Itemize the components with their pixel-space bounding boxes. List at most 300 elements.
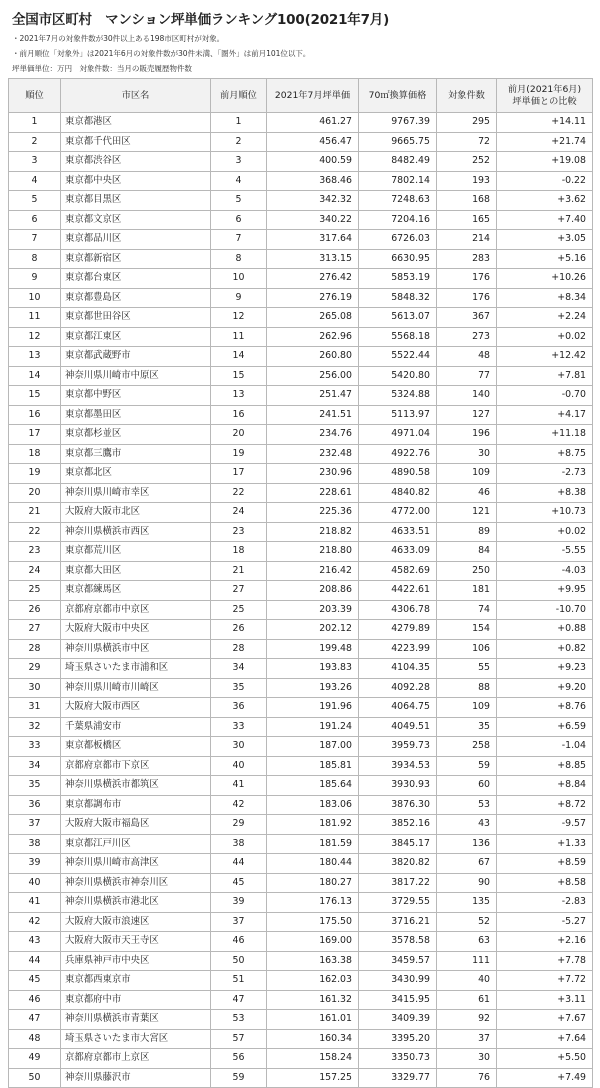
price-cell: 193.83 [267, 659, 359, 679]
converted-price-cell: 5613.07 [359, 308, 437, 328]
count-cell: 35 [437, 717, 497, 737]
diff-cell: +7.81 [497, 366, 593, 386]
prev-rank-cell: 17 [211, 464, 267, 484]
diff-cell: +11.18 [497, 425, 593, 445]
price-cell: 228.61 [267, 483, 359, 503]
diff-cell: +9.95 [497, 581, 593, 601]
price-cell: 187.00 [267, 737, 359, 757]
converted-price-cell: 4306.78 [359, 600, 437, 620]
prev-rank-cell: 28 [211, 639, 267, 659]
prev-rank-cell: 16 [211, 405, 267, 425]
price-cell: 241.51 [267, 405, 359, 425]
count-cell: 111 [437, 951, 497, 971]
converted-price-cell: 4971.04 [359, 425, 437, 445]
price-cell: 234.76 [267, 425, 359, 445]
count-cell: 30 [437, 444, 497, 464]
prev-rank-cell: 34 [211, 659, 267, 679]
converted-price-cell: 4772.00 [359, 503, 437, 523]
header-count: 対象件数 [437, 79, 497, 113]
price-cell: 317.64 [267, 230, 359, 250]
name-cell: 京都府京都市中京区 [61, 600, 211, 620]
converted-price-cell: 3409.39 [359, 1010, 437, 1030]
converted-price-cell: 3817.22 [359, 873, 437, 893]
converted-price-cell: 5113.97 [359, 405, 437, 425]
name-cell: 神奈川県川崎市川崎区 [61, 678, 211, 698]
name-cell: 東京都目黒区 [61, 191, 211, 211]
price-cell: 202.12 [267, 620, 359, 640]
name-cell: 神奈川県横浜市都筑区 [61, 776, 211, 796]
name-cell: 埼玉県さいたま市大宮区 [61, 1029, 211, 1049]
price-cell: 368.46 [267, 171, 359, 191]
diff-cell: +0.82 [497, 639, 593, 659]
count-cell: 121 [437, 503, 497, 523]
price-cell: 232.48 [267, 444, 359, 464]
count-cell: 127 [437, 405, 497, 425]
count-cell: 250 [437, 561, 497, 581]
diff-cell: -2.73 [497, 464, 593, 484]
diff-cell: +8.75 [497, 444, 593, 464]
count-cell: 252 [437, 152, 497, 172]
diff-cell: +5.16 [497, 249, 593, 269]
price-cell: 203.39 [267, 600, 359, 620]
prev-rank-cell: 4 [211, 171, 267, 191]
price-cell: 181.59 [267, 834, 359, 854]
table-row [9, 561, 593, 581]
diff-cell: +8.58 [497, 873, 593, 893]
rank-cell: 1 [9, 113, 61, 133]
prev-rank-cell: 37 [211, 912, 267, 932]
table-row [9, 932, 593, 952]
table-row [9, 990, 593, 1010]
name-cell: 千葉県浦安市 [61, 717, 211, 737]
prev-rank-cell: 26 [211, 620, 267, 640]
converted-price-cell: 3578.58 [359, 932, 437, 952]
converted-price-cell: 4840.82 [359, 483, 437, 503]
converted-price-cell: 3959.73 [359, 737, 437, 757]
count-cell: 196 [437, 425, 497, 445]
rank-cell: 9 [9, 269, 61, 289]
price-cell: 218.80 [267, 542, 359, 562]
name-cell: 大阪府大阪市北区 [61, 503, 211, 523]
rank-cell: 18 [9, 444, 61, 464]
diff-cell: -10.70 [497, 600, 593, 620]
diff-cell: +4.17 [497, 405, 593, 425]
name-cell: 東京都品川区 [61, 230, 211, 250]
rank-cell: 33 [9, 737, 61, 757]
name-cell: 東京都墨田区 [61, 405, 211, 425]
table-row [9, 269, 593, 289]
name-cell: 東京都中野区 [61, 386, 211, 406]
diff-cell: +19.08 [497, 152, 593, 172]
diff-cell: +6.59 [497, 717, 593, 737]
rank-cell: 15 [9, 386, 61, 406]
converted-price-cell: 3845.17 [359, 834, 437, 854]
name-cell: 東京都江戸川区 [61, 834, 211, 854]
rank-cell: 4 [9, 171, 61, 191]
name-cell: 東京都新宿区 [61, 249, 211, 269]
prev-rank-cell: 41 [211, 776, 267, 796]
table-row [9, 230, 593, 250]
table-row [9, 834, 593, 854]
converted-price-cell: 5848.32 [359, 288, 437, 308]
prev-rank-cell: 39 [211, 893, 267, 913]
rank-cell: 40 [9, 873, 61, 893]
table-row [9, 152, 593, 172]
converted-price-cell: 3820.82 [359, 854, 437, 874]
count-cell: 295 [437, 113, 497, 133]
table-row [9, 639, 593, 659]
converted-price-cell: 7248.63 [359, 191, 437, 211]
table-row [9, 327, 593, 347]
table-row [9, 405, 593, 425]
header-converted: 70㎡換算価格 [359, 79, 437, 113]
name-cell: 大阪府大阪市西区 [61, 698, 211, 718]
diff-cell: +0.88 [497, 620, 593, 640]
converted-price-cell: 6726.03 [359, 230, 437, 250]
prev-rank-cell: 13 [211, 386, 267, 406]
count-cell: 40 [437, 971, 497, 991]
price-cell: 193.26 [267, 678, 359, 698]
price-cell: 181.92 [267, 815, 359, 835]
count-cell: 92 [437, 1010, 497, 1030]
name-cell: 神奈川県横浜市青葉区 [61, 1010, 211, 1030]
prev-rank-cell: 20 [211, 425, 267, 445]
prev-rank-cell: 27 [211, 581, 267, 601]
header-diff-line2: 坪単価との比較 [512, 95, 577, 107]
count-cell: 273 [437, 327, 497, 347]
rank-cell: 13 [9, 347, 61, 367]
table-row [9, 912, 593, 932]
name-cell: 東京都府中市 [61, 990, 211, 1010]
name-cell: 東京都渋谷区 [61, 152, 211, 172]
converted-price-cell: 4582.69 [359, 561, 437, 581]
price-cell: 199.48 [267, 639, 359, 659]
table-row [9, 542, 593, 562]
diff-cell: +7.67 [497, 1010, 593, 1030]
prev-rank-cell: 42 [211, 795, 267, 815]
diff-cell: +3.05 [497, 230, 593, 250]
table-row [9, 425, 593, 445]
diff-cell: +2.16 [497, 932, 593, 952]
table-header-row [9, 79, 593, 113]
converted-price-cell: 3716.21 [359, 912, 437, 932]
rank-cell: 27 [9, 620, 61, 640]
name-cell: 東京都豊島区 [61, 288, 211, 308]
prev-rank-cell: 6 [211, 210, 267, 230]
note-line-2: ・前月順位「対象外」は2021年6月の対象件数が30件未満、「圏外」は前月101位以下。 [12, 49, 311, 58]
count-cell: 77 [437, 366, 497, 386]
table-row [9, 386, 593, 406]
converted-price-cell: 5522.44 [359, 347, 437, 367]
price-cell: 175.50 [267, 912, 359, 932]
table-row [9, 659, 593, 679]
diff-cell: +14.11 [497, 113, 593, 133]
name-cell: 神奈川県横浜市中区 [61, 639, 211, 659]
price-cell: 163.38 [267, 951, 359, 971]
count-cell: 168 [437, 191, 497, 211]
converted-price-cell: 5324.88 [359, 386, 437, 406]
converted-price-cell: 3876.30 [359, 795, 437, 815]
table-row [9, 132, 593, 152]
price-cell: 276.19 [267, 288, 359, 308]
prev-rank-cell: 56 [211, 1049, 267, 1069]
table-row [9, 1010, 593, 1030]
table-row [9, 113, 593, 133]
diff-cell: +12.42 [497, 347, 593, 367]
count-cell: 37 [437, 1029, 497, 1049]
diff-cell: +8.59 [497, 854, 593, 874]
diff-cell: -4.03 [497, 561, 593, 581]
prev-rank-cell: 22 [211, 483, 267, 503]
prev-rank-cell: 10 [211, 269, 267, 289]
name-cell: 東京都文京区 [61, 210, 211, 230]
count-cell: 154 [437, 620, 497, 640]
table-row [9, 1029, 593, 1049]
diff-cell: +8.76 [497, 698, 593, 718]
name-cell: 東京都調布市 [61, 795, 211, 815]
diff-cell: +7.78 [497, 951, 593, 971]
name-cell: 神奈川県川崎市高津区 [61, 854, 211, 874]
price-cell: 162.03 [267, 971, 359, 991]
converted-price-cell: 6630.95 [359, 249, 437, 269]
rank-cell: 50 [9, 1068, 61, 1088]
price-cell: 191.24 [267, 717, 359, 737]
name-cell: 東京都大田区 [61, 561, 211, 581]
rank-cell: 26 [9, 600, 61, 620]
rank-cell: 24 [9, 561, 61, 581]
name-cell: 東京都西東京市 [61, 971, 211, 991]
table-row [9, 464, 593, 484]
rank-cell: 34 [9, 756, 61, 776]
diff-cell: +10.73 [497, 503, 593, 523]
rank-cell: 37 [9, 815, 61, 835]
prev-rank-cell: 24 [211, 503, 267, 523]
name-cell: 神奈川県横浜市神奈川区 [61, 873, 211, 893]
count-cell: 193 [437, 171, 497, 191]
price-cell: 161.01 [267, 1010, 359, 1030]
count-cell: 60 [437, 776, 497, 796]
diff-cell: -0.22 [497, 171, 593, 191]
price-cell: 256.00 [267, 366, 359, 386]
prev-rank-cell: 11 [211, 327, 267, 347]
count-cell: 30 [437, 1049, 497, 1069]
table-row [9, 756, 593, 776]
prev-rank-cell: 53 [211, 1010, 267, 1030]
diff-cell: -9.57 [497, 815, 593, 835]
note-line-1: ・2021年7月の対象件数が30件以上ある198市区町村が対象。 [12, 34, 225, 43]
table-row [9, 210, 593, 230]
price-cell: 176.13 [267, 893, 359, 913]
rank-cell: 11 [9, 308, 61, 328]
rank-cell: 20 [9, 483, 61, 503]
prev-rank-cell: 8 [211, 249, 267, 269]
converted-price-cell: 4064.75 [359, 698, 437, 718]
count-cell: 52 [437, 912, 497, 932]
table-row [9, 698, 593, 718]
prev-rank-cell: 1 [211, 113, 267, 133]
diff-cell: +21.74 [497, 132, 593, 152]
converted-price-cell: 7204.16 [359, 210, 437, 230]
price-cell: 191.96 [267, 698, 359, 718]
prev-rank-cell: 36 [211, 698, 267, 718]
prev-rank-cell: 9 [211, 288, 267, 308]
rank-cell: 39 [9, 854, 61, 874]
rank-cell: 14 [9, 366, 61, 386]
rank-cell: 44 [9, 951, 61, 971]
price-cell: 216.42 [267, 561, 359, 581]
rank-cell: 23 [9, 542, 61, 562]
diff-cell: +7.49 [497, 1068, 593, 1088]
count-cell: 109 [437, 698, 497, 718]
converted-price-cell: 4049.51 [359, 717, 437, 737]
name-cell: 東京都世田谷区 [61, 308, 211, 328]
rank-cell: 30 [9, 678, 61, 698]
table-row [9, 503, 593, 523]
converted-price-cell: 4092.28 [359, 678, 437, 698]
rank-cell: 46 [9, 990, 61, 1010]
price-cell: 180.44 [267, 854, 359, 874]
converted-price-cell: 4890.58 [359, 464, 437, 484]
rank-cell: 28 [9, 639, 61, 659]
name-cell: 東京都台東区 [61, 269, 211, 289]
count-cell: 84 [437, 542, 497, 562]
prev-rank-cell: 29 [211, 815, 267, 835]
diff-cell: +9.23 [497, 659, 593, 679]
diff-cell: +8.72 [497, 795, 593, 815]
rank-cell: 10 [9, 288, 61, 308]
rank-cell: 5 [9, 191, 61, 211]
count-cell: 48 [437, 347, 497, 367]
name-cell: 神奈川県横浜市港北区 [61, 893, 211, 913]
diff-cell: +8.85 [497, 756, 593, 776]
name-cell: 神奈川県横浜市西区 [61, 522, 211, 542]
converted-price-cell: 4633.51 [359, 522, 437, 542]
name-cell: 埼玉県さいたま市浦和区 [61, 659, 211, 679]
prev-rank-cell: 21 [211, 561, 267, 581]
table-row [9, 1068, 593, 1088]
name-cell: 東京都板橋区 [61, 737, 211, 757]
price-cell: 183.06 [267, 795, 359, 815]
price-cell: 456.47 [267, 132, 359, 152]
prev-rank-cell: 45 [211, 873, 267, 893]
price-cell: 157.25 [267, 1068, 359, 1088]
name-cell: 大阪府大阪市福島区 [61, 815, 211, 835]
rank-cell: 6 [9, 210, 61, 230]
diff-cell: +7.40 [497, 210, 593, 230]
table-row [9, 249, 593, 269]
rank-cell: 22 [9, 522, 61, 542]
table-row [9, 717, 593, 737]
converted-price-cell: 9665.75 [359, 132, 437, 152]
count-cell: 176 [437, 288, 497, 308]
rank-cell: 36 [9, 795, 61, 815]
price-cell: 251.47 [267, 386, 359, 406]
price-cell: 262.96 [267, 327, 359, 347]
name-cell: 東京都杉並区 [61, 425, 211, 445]
table-row [9, 366, 593, 386]
rank-cell: 47 [9, 1010, 61, 1030]
table-row [9, 581, 593, 601]
diff-cell: +2.24 [497, 308, 593, 328]
count-cell: 214 [437, 230, 497, 250]
diff-cell: +7.72 [497, 971, 593, 991]
rank-cell: 21 [9, 503, 61, 523]
converted-price-cell: 4922.76 [359, 444, 437, 464]
count-cell: 43 [437, 815, 497, 835]
count-cell: 74 [437, 600, 497, 620]
rank-cell: 29 [9, 659, 61, 679]
count-cell: 181 [437, 581, 497, 601]
prev-rank-cell: 14 [211, 347, 267, 367]
count-cell: 76 [437, 1068, 497, 1088]
diff-cell: -1.04 [497, 737, 593, 757]
count-cell: 61 [437, 990, 497, 1010]
count-cell: 63 [437, 932, 497, 952]
rank-cell: 2 [9, 132, 61, 152]
price-cell: 260.80 [267, 347, 359, 367]
table-row [9, 620, 593, 640]
header-price: 2021年7月坪単価 [267, 79, 359, 113]
diff-cell: +1.33 [497, 834, 593, 854]
name-cell: 東京都荒川区 [61, 542, 211, 562]
name-cell: 大阪府大阪市中央区 [61, 620, 211, 640]
converted-price-cell: 5568.18 [359, 327, 437, 347]
table-row [9, 171, 593, 191]
rank-cell: 16 [9, 405, 61, 425]
count-cell: 88 [437, 678, 497, 698]
price-cell: 185.81 [267, 756, 359, 776]
rank-cell: 41 [9, 893, 61, 913]
table-row [9, 971, 593, 991]
diff-cell: +3.11 [497, 990, 593, 1010]
rank-cell: 48 [9, 1029, 61, 1049]
name-cell: 神奈川県川崎市中原区 [61, 366, 211, 386]
name-cell: 京都府京都市下京区 [61, 756, 211, 776]
count-cell: 59 [437, 756, 497, 776]
price-cell: 276.42 [267, 269, 359, 289]
table-row [9, 795, 593, 815]
converted-price-cell: 3430.99 [359, 971, 437, 991]
prev-rank-cell: 44 [211, 854, 267, 874]
diff-cell: +8.34 [497, 288, 593, 308]
table-row [9, 737, 593, 757]
converted-price-cell: 3930.93 [359, 776, 437, 796]
prev-rank-cell: 25 [211, 600, 267, 620]
count-cell: 367 [437, 308, 497, 328]
name-cell: 東京都武蔵野市 [61, 347, 211, 367]
header-rank: 順位 [9, 79, 61, 113]
rank-cell: 38 [9, 834, 61, 854]
prev-rank-cell: 57 [211, 1029, 267, 1049]
table-row [9, 444, 593, 464]
name-cell: 東京都港区 [61, 113, 211, 133]
converted-price-cell: 4279.89 [359, 620, 437, 640]
prev-rank-cell: 30 [211, 737, 267, 757]
count-cell: 89 [437, 522, 497, 542]
converted-price-cell: 7802.14 [359, 171, 437, 191]
diff-cell: +0.02 [497, 522, 593, 542]
table-row [9, 678, 593, 698]
table-row [9, 776, 593, 796]
note-line-3: 坪単価単位：万円 対象件数：当月の販売履歴物件数 [12, 64, 192, 73]
converted-price-cell: 4633.09 [359, 542, 437, 562]
header-diff [497, 79, 593, 113]
rank-cell: 7 [9, 230, 61, 250]
diff-cell: +0.02 [497, 327, 593, 347]
rank-cell: 12 [9, 327, 61, 347]
prev-rank-cell: 2 [211, 132, 267, 152]
price-cell: 169.00 [267, 932, 359, 952]
